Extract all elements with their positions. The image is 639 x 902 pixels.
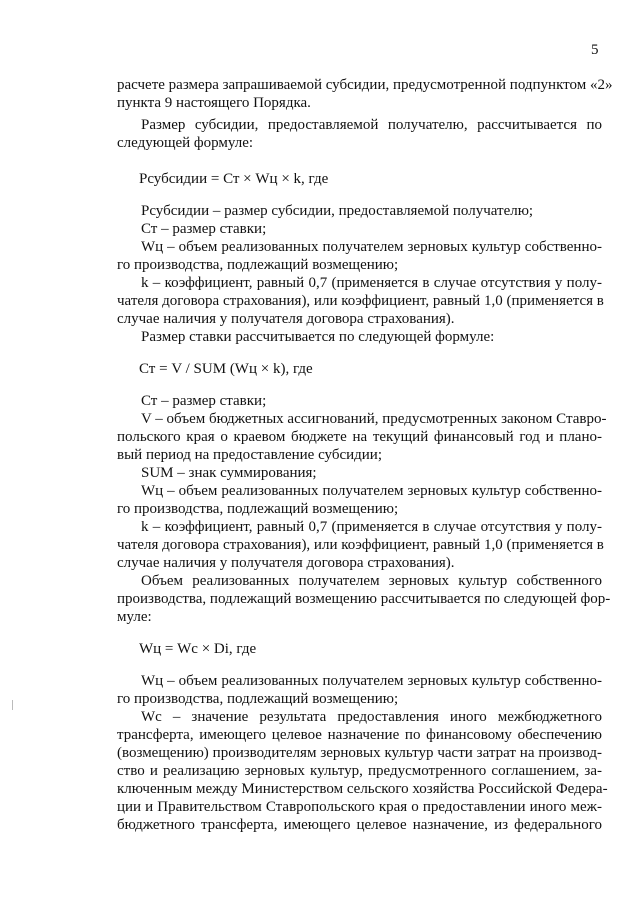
text-line: случае наличия у получателя договора страхования). (117, 555, 455, 571)
text-line: производства, подлежащий возмещению рассчитывается по следующей фор- (117, 591, 611, 607)
text-line: го производства, подлежащий возмещению; (117, 691, 399, 707)
formula-rate: Ст = V / SUM (Wц × k), где (139, 361, 313, 377)
text-line: Ст – размер ставки; (141, 393, 267, 409)
text-line: трансферта, имеющего целевое назначение по финансовому обеспечению (117, 727, 602, 743)
text-line: чателя договора страхования), или коэффициент, равный 1,0 (применяется в (117, 537, 604, 553)
text-line: Ст – размер ставки; (141, 221, 267, 237)
text-line: бюджетного трансферта, имеющего целевое назначение, из федерального (117, 817, 602, 833)
text-line: случае наличия у получателя договора страхования). (117, 311, 455, 327)
text-line: пункта 9 настоящего Порядка. (117, 95, 311, 111)
text-line: Wц – объем реализованных получателем зерновых культур собственно- (141, 673, 602, 689)
text-line: V – объем бюджетных ассигнований, предусмотренных законом Ставро- (141, 411, 607, 427)
text-line: Wс – значение результата предоставления иного межбюджетного (141, 709, 602, 725)
formula-subsidy: Pсубсидии = Ст × Wц × k, где (139, 171, 329, 187)
text-line: k – коэффициент, равный 0,7 (применяется в случае отсутствия у полу- (141, 519, 602, 535)
page-number: 5 (591, 42, 599, 58)
text-line: ключенным между Министерством сельского хозяйства Российской Федера- (117, 781, 608, 797)
text-line: SUM – знак суммирования; (141, 465, 317, 481)
text-line: го производства, подлежащий возмещению; (117, 501, 399, 517)
text-line: вый период на предоставление субсидии; (117, 447, 383, 463)
text-line: чателя договора страхования), или коэффициент, равный 1,0 (применяется в (117, 293, 604, 309)
text-line: Pсубсидии – размер субсидии, предоставляемой получателю; (141, 203, 534, 219)
text-line: муле: (117, 609, 152, 625)
text-line: Wц – объем реализованных получателем зерновых культур собственно- (141, 239, 602, 255)
text-line: польского края о краевом бюджете на текущий финансовый год и плано- (117, 429, 602, 445)
text-line: го производства, подлежащий возмещению; (117, 257, 399, 273)
text-line: k – коэффициент, равный 0,7 (применяется в случае отсутствия у полу- (141, 275, 602, 291)
formula-volume: Wц = Wс × Di, где (139, 641, 257, 657)
text-line: Wц – объем реализованных получателем зерновых культур собственно- (141, 483, 602, 499)
text-line: Размер ставки рассчитывается по следующей формуле: (141, 329, 495, 345)
text-line: ции и Правительством Ставропольского края о предоставлении иного меж- (117, 799, 602, 815)
scan-mark (12, 700, 13, 710)
text-line: ство и реализацию зерновых культур, предусмотренного соглашением, за- (117, 763, 602, 779)
text-line: расчете размера запрашиваемой субсидии, предусмотренной подпунктом «2» (117, 77, 613, 93)
text-line: (возмещению) производителям зерновых культур части затрат на производ- (117, 745, 602, 761)
text-line: Объем реализованных получателем зерновых культур собственного (141, 573, 602, 589)
text-line: Размер субсидии, предоставляемой получателю, рассчитывается по (141, 117, 602, 133)
text-line: следующей формуле: (117, 135, 254, 151)
